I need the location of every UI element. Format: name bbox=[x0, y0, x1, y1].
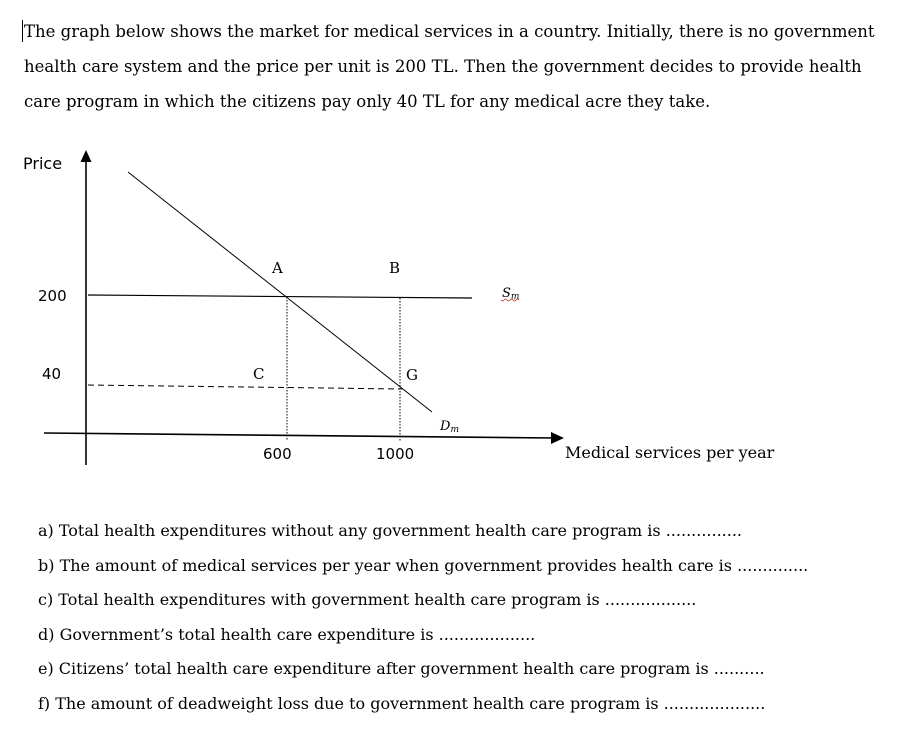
point-label-a: A bbox=[272, 259, 283, 277]
demand-line bbox=[128, 172, 432, 412]
question-b bbox=[38, 549, 898, 584]
demand-label-sub: m bbox=[450, 425, 459, 435]
question-e-answer-blank[interactable]: .......... bbox=[713, 659, 765, 678]
question-a bbox=[38, 514, 898, 549]
question-a-text: a) Total health expenditures without any government health care program is bbox=[38, 521, 666, 540]
x-tick-600: 600 bbox=[263, 445, 292, 463]
y-axis-label: Price bbox=[23, 154, 63, 173]
question-c bbox=[38, 583, 898, 618]
supply-label-sub: m bbox=[510, 292, 520, 302]
x-axis bbox=[44, 433, 556, 438]
question-d-text: d) Government’s total health care expenditure is bbox=[38, 624, 439, 644]
market-graph bbox=[0, 140, 912, 480]
y-tick-200: 200 bbox=[38, 287, 67, 305]
point-label-g: G bbox=[406, 366, 418, 384]
demand-label-main: D bbox=[440, 419, 451, 434]
question-b-text: b) The amount of medical services per year when government provides health care is bbox=[38, 555, 738, 575]
question-list bbox=[38, 514, 898, 721]
question-a-answer-blank[interactable]: ............... bbox=[665, 521, 743, 540]
supply-line bbox=[88, 295, 472, 298]
x-axis-arrow bbox=[551, 432, 564, 444]
question-d bbox=[38, 618, 898, 653]
x-axis-label: Medical services per year bbox=[565, 443, 775, 462]
question-b-answer-blank[interactable]: .............. bbox=[737, 555, 809, 575]
question-d-answer-blank[interactable]: ................... bbox=[438, 624, 536, 644]
supply-label-main: S bbox=[502, 286, 511, 301]
intro-paragraph: The graph below shows the market for medical services in a country. Initially, there is no government health care system and the price per unit is 200 TL. Then the government decides to provide health care program in which the citizens pay only 40 TL for any medical acre they take. bbox=[24, 22, 875, 111]
question-c-answer-blank[interactable]: .................. bbox=[604, 590, 697, 609]
y-tick-40: 40 bbox=[42, 365, 62, 383]
price-40-dashed-line bbox=[88, 385, 402, 389]
question-e-text: e) Citizens’ total health care expenditure after government health care program is bbox=[38, 659, 714, 678]
question-f-text: f) The amount of deadweight loss due to government health care program is bbox=[38, 693, 664, 713]
y-axis-arrow bbox=[81, 150, 92, 162]
point-label-c: C bbox=[253, 365, 265, 383]
x-tick-1000: 1000 bbox=[376, 445, 415, 463]
question-f-answer-blank[interactable]: .................... bbox=[663, 693, 766, 713]
demand-label bbox=[439, 419, 459, 435]
question-e bbox=[38, 652, 898, 687]
text-cursor bbox=[22, 20, 23, 42]
question-f bbox=[38, 687, 898, 722]
question-c-text: c) Total health expenditures with government health care program is bbox=[38, 590, 605, 609]
point-label-b: B bbox=[389, 259, 401, 277]
